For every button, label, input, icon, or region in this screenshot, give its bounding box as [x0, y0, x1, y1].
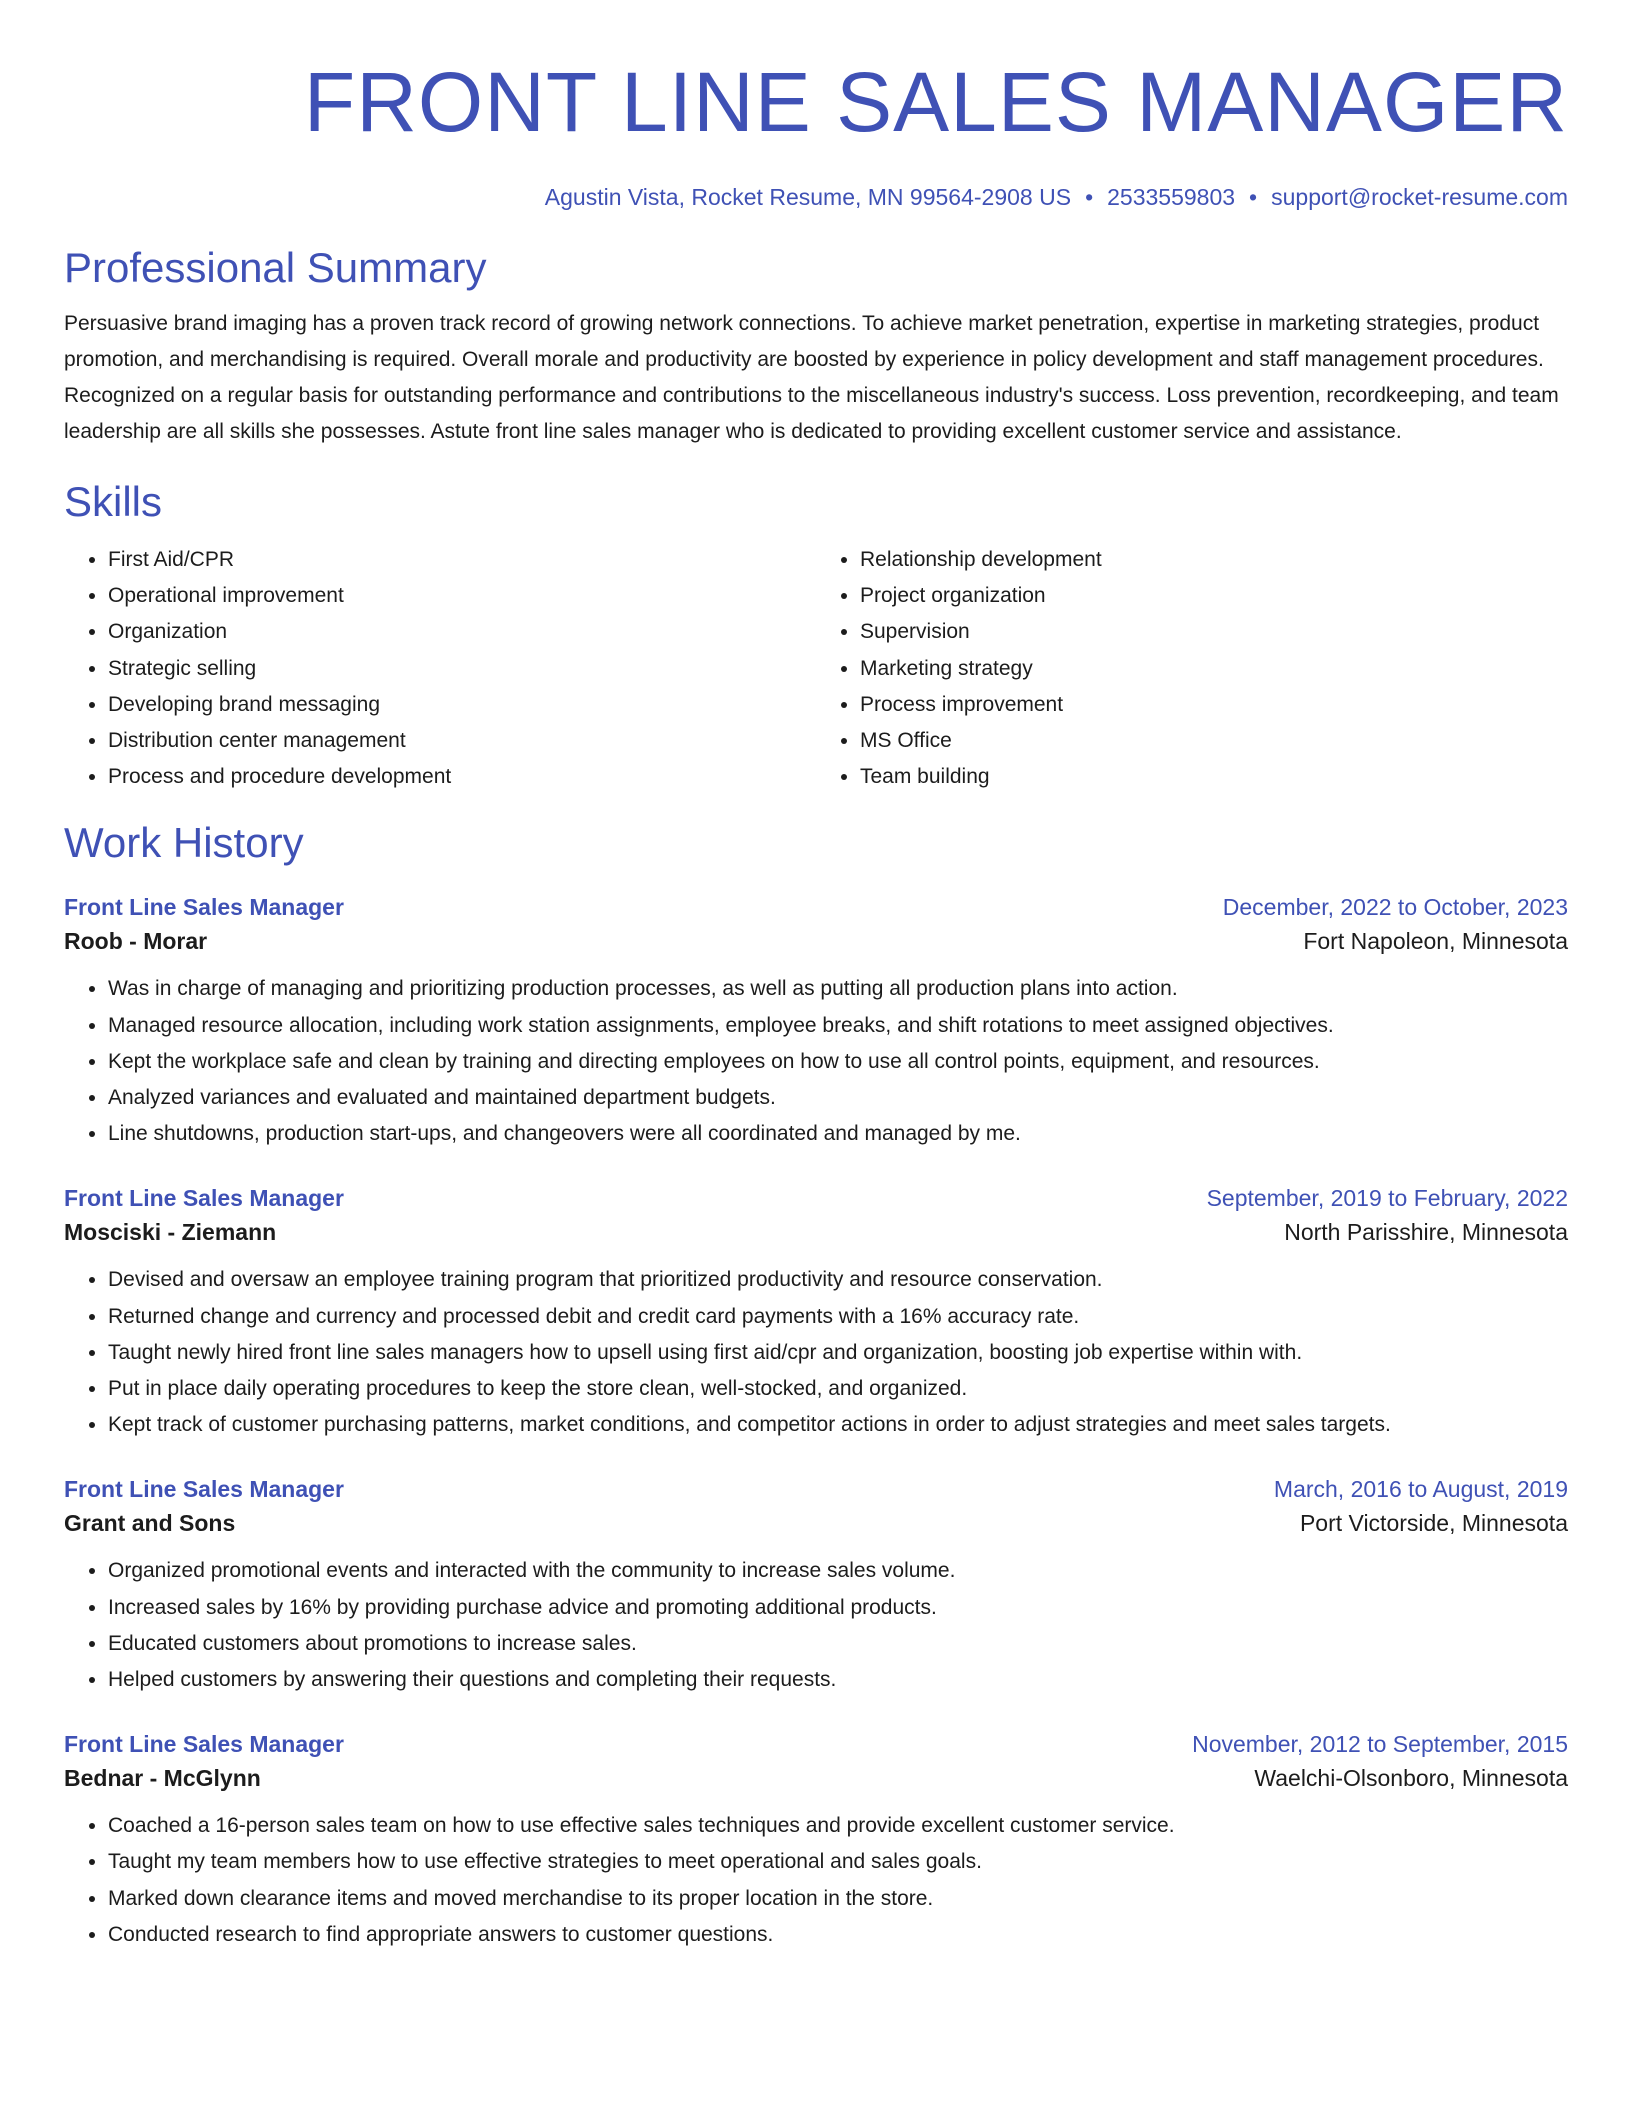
job-title: Front Line Sales Manager [64, 1185, 344, 1212]
job-header-row [64, 891, 1568, 923]
section-title-work-history: Work History [64, 819, 304, 867]
job-bullet: • Kept the workplace safe and clean by training and directing employees on how to use all control points, equipment, and resources. [108, 1044, 1568, 1080]
contact-address: Agustin Vista, Rocket Resume, MN 99564-2908 US [544, 184, 1072, 210]
job-bullet: • Was in charge of managing and prioritizing production processes, as well as putting all production plans into action. [108, 971, 1568, 1007]
job-bullet: • Conducted research to find appropriate answers to customer questions. [108, 1917, 1568, 1953]
job-company: Mosciski - Ziemann [64, 1219, 277, 1246]
job-company-row [64, 1760, 1568, 1796]
job-bullet: • Taught newly hired front line sales managers how to upsell using first aid/cpr and organization, boosting job expertise within with. [108, 1335, 1568, 1371]
job-bullet: • Taught my team members how to use effective strategies to meet operational and sales goals. [108, 1844, 1568, 1880]
contact-email[interactable]: support@rocket-resume.com [1271, 184, 1568, 210]
job-location: Port Victorside, Minnesota [1299, 1510, 1568, 1537]
skills-list [64, 542, 1568, 795]
job-bullets [64, 971, 1568, 1152]
job-location: North Parisshire, Minnesota [1284, 1219, 1568, 1246]
job-bullet: • Managed resource allocation, including work station assignments, employee breaks, and shift rotations to meet assigned objectives. [108, 1008, 1568, 1044]
job-location: Waelchi-Olsonboro, Minnesota [1254, 1765, 1568, 1792]
skill-item: • Process improvement [860, 687, 1568, 723]
job-entry [64, 1473, 1568, 1698]
job-bullets [64, 1553, 1568, 1698]
job-dates: November, 2012 to September, 2015 [1192, 1731, 1568, 1758]
contact-phone: 2533559803 [1107, 184, 1236, 210]
section-title-summary: Professional Summary [64, 244, 487, 291]
skill-item: • MS Office [860, 723, 1568, 759]
section-title-skills: Skills [64, 478, 163, 525]
skill-item: • Distribution center management [108, 723, 816, 759]
contact-separator: • [1249, 184, 1258, 210]
job-title: Front Line Sales Manager [64, 1476, 344, 1503]
job-company-row [64, 1505, 1568, 1541]
skill-item: • Developing brand messaging [108, 687, 816, 723]
job-location: Fort Napoleon, Minnesota [1303, 928, 1568, 955]
job-dates: March, 2016 to August, 2019 [1273, 1476, 1568, 1503]
job-header-row [64, 1182, 1568, 1214]
job-company-row [64, 1214, 1568, 1250]
job-title: Front Line Sales Manager [64, 894, 344, 921]
contact-separator: • [1085, 184, 1094, 210]
job-bullet: • Line shutdowns, production start-ups, and changeovers were all coordinated and managed by me. [108, 1116, 1568, 1152]
candidate-name: FRONT LINE SALES MANAGER [303, 55, 1568, 149]
job-dates: December, 2022 to October, 2023 [1222, 894, 1568, 921]
job-bullet: • Helped customers by answering their questions and completing their requests. [108, 1662, 1568, 1698]
job-company-row [64, 923, 1568, 959]
job-header-row [64, 1473, 1568, 1505]
job-header-row [64, 1728, 1568, 1760]
skills-column-right [816, 542, 1568, 795]
skill-item: • Organization [108, 614, 816, 650]
job-company: Roob - Morar [64, 928, 208, 955]
skill-item: • Supervision [860, 614, 1568, 650]
summary-paragraph: Persuasive brand imaging has a proven track record of growing network connections. To achieve market penetration, expertise in marketing strategies, product promotion, and merchandising is required. Overall morale and productivity are boosted by experience in policy development and staff management procedures. Recognized on a regular basis for outstanding performance and contributions to the miscellaneous industry's success. Loss prevention, recordkeeping, and team leadership are all skills she possesses. Astute front line sales manager who is dedicated to providing excellent customer service and assistance. [64, 312, 1559, 443]
job-company: Grant and Sons [64, 1510, 236, 1537]
job-entry [64, 1182, 1568, 1443]
skill-item: • Process and procedure development [108, 759, 816, 795]
skills-column-left [64, 542, 816, 795]
job-bullet: • Coached a 16-person sales team on how to use effective sales techniques and provide excellent customer service. [108, 1808, 1568, 1844]
contact-line [64, 182, 1568, 212]
skill-item: • Project organization [860, 578, 1568, 614]
skill-item: • Strategic selling [108, 651, 816, 687]
resume-header [64, 0, 1568, 212]
skill-item: • Operational improvement [108, 578, 816, 614]
job-bullets [64, 1262, 1568, 1443]
job-bullet: • Devised and oversaw an employee training program that prioritized productivity and resource conservation. [108, 1262, 1568, 1298]
job-bullet: • Analyzed variances and evaluated and maintained department budgets. [108, 1080, 1568, 1116]
job-bullet: • Educated customers about promotions to increase sales. [108, 1626, 1568, 1662]
job-bullets [64, 1808, 1568, 1953]
skill-item: • Team building [860, 759, 1568, 795]
job-bullet: • Organized promotional events and interacted with the community to increase sales volume. [108, 1553, 1568, 1589]
job-entry [64, 891, 1568, 1152]
skill-item: • Marketing strategy [860, 651, 1568, 687]
job-bullet: • Increased sales by 16% by providing purchase advice and promoting additional products. [108, 1590, 1568, 1626]
skill-item: • First Aid/CPR [108, 542, 816, 578]
job-dates: September, 2019 to February, 2022 [1206, 1185, 1568, 1212]
job-bullet: • Marked down clearance items and moved merchandise to its proper location in the store. [108, 1881, 1568, 1917]
job-title: Front Line Sales Manager [64, 1731, 344, 1758]
job-company: Bednar - McGlynn [64, 1765, 261, 1792]
skill-item: • Relationship development [860, 542, 1568, 578]
job-entry [64, 1728, 1568, 1953]
job-bullet: • Returned change and currency and processed debit and credit card payments with a 16% accuracy rate. [108, 1299, 1568, 1335]
job-bullet: • Put in place daily operating procedures to keep the store clean, well-stocked, and organized. [108, 1371, 1568, 1407]
job-bullet: • Kept track of customer purchasing patterns, market conditions, and competitor actions in order to adjust strategies and meet sales targets. [108, 1407, 1568, 1443]
